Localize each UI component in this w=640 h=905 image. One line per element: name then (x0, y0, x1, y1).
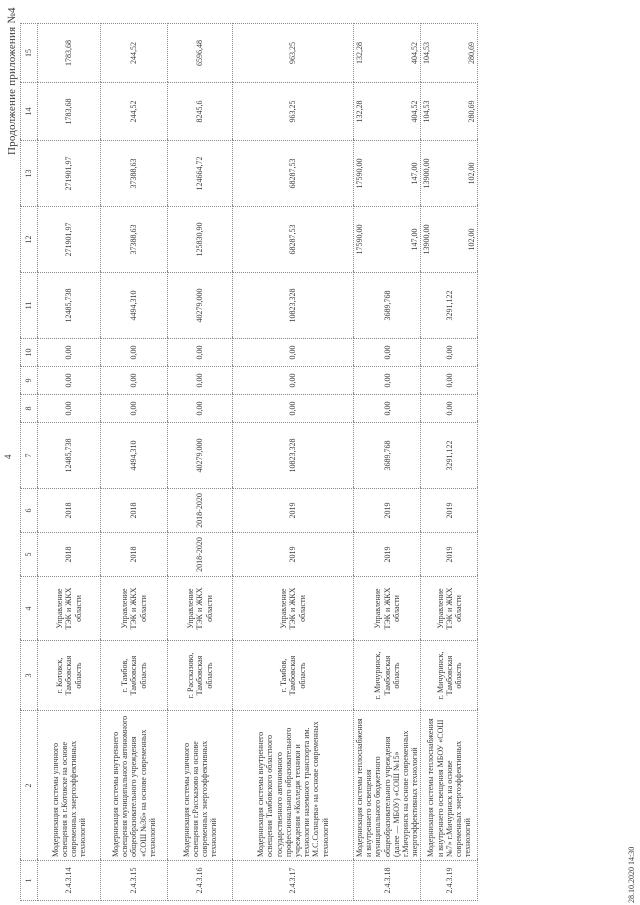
effect-cell (354, 24, 421, 83)
table-row (421, 24, 478, 901)
table-row (101, 24, 168, 901)
effect-stack (355, 27, 419, 79)
executor: Управление ТЭК и ЖКХ области (38, 577, 101, 641)
footer-timestamp: 28.10.2020 14:30 (627, 846, 636, 903)
cost-value: 12485,738 (38, 273, 101, 339)
zero-value: 0,00 (101, 395, 168, 423)
start-year: 2018-2020 (168, 533, 233, 577)
effect-value: 1783,68 (38, 24, 101, 83)
effect-value: 963,25 (233, 83, 354, 141)
effect-cell (354, 141, 421, 207)
zero-value: 0,00 (168, 367, 233, 395)
effect-value: 37388,63 (101, 141, 168, 207)
table-row (233, 24, 354, 901)
period: 2019 (421, 489, 478, 533)
period: 2018 (38, 489, 101, 533)
cost-value: 3689,768 (354, 273, 421, 339)
location: г. Котовск, Тамбовская область (38, 641, 101, 711)
column-number: 4 (21, 577, 38, 641)
row-number: 2.4.3.18 (354, 861, 421, 901)
effect-value: 17590,00 (355, 158, 364, 189)
effect-cell (421, 24, 478, 83)
period: 2018-2020 (168, 489, 233, 533)
cost-value: 3291,122 (421, 423, 478, 489)
executor: Управление ТЭК и ЖКХ области (101, 577, 168, 641)
effect-value: 68287,53 (233, 207, 354, 273)
effect-value: 125830,90 (168, 207, 233, 273)
effect-value: 244,52 (101, 83, 168, 141)
effect-value: 280,69 (467, 42, 477, 64)
executor: Управление ТЭК и ЖКХ области (168, 577, 233, 641)
column-number: 15 (21, 24, 38, 83)
row-number: 2.4.3.16 (168, 861, 233, 901)
column-number: 1 (21, 861, 38, 901)
effect-value: 6596,48 (168, 24, 233, 83)
zero-value: 0,00 (38, 395, 101, 423)
effect-stack (355, 144, 419, 203)
location: г. Тамбов, Тамбовская область (233, 641, 354, 711)
cost-value: 12485,738 (38, 423, 101, 489)
measure-name: Модернизация системы теплоснабжения и внутреннего освещения МБОУ «СОШ №7» г.Мичуринск на основе современных энергоэффективных технологий (421, 711, 478, 861)
effect-stack (422, 86, 476, 137)
measure-name: Модернизация системы уличного освещения г.Рассказово на основе современных энергоэффективных технологий (168, 711, 233, 861)
column-number-row (21, 24, 38, 901)
effect-value: 132,28 (355, 100, 364, 123)
column-number: 12 (21, 207, 38, 273)
zero-value: 0,00 (233, 339, 354, 367)
start-year: 2018 (101, 533, 168, 577)
cost-value: 4494,310 (101, 423, 168, 489)
effect-stack (355, 210, 419, 269)
effect-cell (421, 207, 478, 273)
effect-value: 1783,68 (38, 83, 101, 141)
period: 2018 (101, 489, 168, 533)
zero-value: 0,00 (421, 367, 478, 395)
cost-value: 10823,328 (233, 423, 354, 489)
zero-value: 0,00 (354, 367, 421, 395)
location: г. Рассказово, Тамбовская область (168, 641, 233, 711)
measure-name: Модернизация системы уличного освещения в г.Котовске на основе современных энергоэффективных технологий (38, 711, 101, 861)
page-number: 4 (3, 454, 13, 459)
table-row (354, 24, 421, 901)
zero-value: 0,00 (101, 339, 168, 367)
effect-value: 271901,97 (38, 141, 101, 207)
zero-value: 0,00 (421, 395, 478, 423)
row-number: 2.4.3.17 (233, 861, 354, 901)
effect-value: 132,28 (355, 42, 364, 64)
effect-cell (421, 141, 478, 207)
effect-value: 271901,97 (38, 207, 101, 273)
column-number: 9 (21, 367, 38, 395)
column-number: 10 (21, 339, 38, 367)
measure-name: Модернизация системы внутреннего освещения Тамбовского областного государственного автономного профессионального образовательного учреждения «Колледж техники и технологии наземного транспорта им. М.С.Солнцева» на основе современных технологий (233, 711, 354, 861)
effect-value: 963,25 (233, 24, 354, 83)
effect-value: 147,00 (410, 228, 420, 251)
zero-value: 0,00 (38, 367, 101, 395)
row-number: 2.4.3.14 (38, 861, 101, 901)
period: 2019 (354, 489, 421, 533)
cost-value: 40279,000 (168, 423, 233, 489)
zero-value: 0,00 (354, 395, 421, 423)
location: г. Мичуринск, Тамбовская область (421, 641, 478, 711)
effect-value: 37388,63 (101, 207, 168, 273)
effect-value: 17590,00 (355, 224, 364, 255)
zero-value: 0,00 (233, 395, 354, 423)
row-number: 2.4.3.15 (101, 861, 168, 901)
start-year: 2018 (38, 533, 101, 577)
table-row (38, 24, 101, 901)
effect-value: 404,52 (410, 42, 420, 64)
appendix-label: Продолжение приложения №4 (6, 7, 18, 155)
effect-value: 104,53 (422, 100, 432, 123)
effect-stack (422, 144, 476, 203)
effect-value: 147,00 (410, 162, 420, 185)
period: 2019 (233, 489, 354, 533)
effect-value: 244,52 (101, 24, 168, 83)
executor: Управление ТЭК и ЖКХ области (421, 577, 478, 641)
column-number: 3 (21, 641, 38, 711)
effect-cell (354, 83, 421, 141)
column-number: 13 (21, 141, 38, 207)
effect-value: 102,00 (467, 162, 477, 185)
effect-stack (355, 86, 419, 137)
zero-value: 0,00 (354, 339, 421, 367)
effect-cell (354, 207, 421, 273)
effect-value: 404,52 (410, 100, 420, 123)
effect-value: 124664,72 (168, 141, 233, 207)
effect-cell (421, 83, 478, 141)
column-number: 7 (21, 423, 38, 489)
cost-value: 4494,310 (101, 273, 168, 339)
column-number: 5 (21, 533, 38, 577)
zero-value: 0,00 (168, 339, 233, 367)
location: г. Тамбов, Тамбовская область (101, 641, 168, 711)
cost-value: 3689,768 (354, 423, 421, 489)
cost-value: 10823,328 (233, 273, 354, 339)
start-year: 2019 (233, 533, 354, 577)
cost-value: 40279,000 (168, 273, 233, 339)
column-number: 2 (21, 711, 38, 861)
column-number: 6 (21, 489, 38, 533)
effect-stack (422, 210, 476, 269)
start-year: 2019 (354, 533, 421, 577)
effect-value: 13900,00 (422, 158, 432, 189)
effect-value: 13900,00 (422, 224, 432, 255)
column-number: 14 (21, 83, 38, 141)
effect-value: 68287,53 (233, 141, 354, 207)
zero-value: 0,00 (101, 367, 168, 395)
location: г. Мичуринск, Тамбовская область (354, 641, 421, 711)
measure-name: Модернизация системы внутреннего освещения муниципального автономного общеобразовательного учреждения «СОШ №36» на основе современных технологий (101, 711, 168, 861)
effect-value: 102,00 (467, 228, 477, 251)
cost-value: 3291,122 (421, 273, 478, 339)
zero-value: 0,00 (38, 339, 101, 367)
executor: Управление ТЭК и ЖКХ области (233, 577, 354, 641)
program-table (20, 23, 478, 901)
zero-value: 0,00 (168, 395, 233, 423)
column-number: 11 (21, 273, 38, 339)
measure-name: Модернизация системы теплоснабжения и внутреннего освещения муниципального бюджетного общеобразовательного учреждения (далее — МБОУ) «СОШ №15» г.Мичуринск на основе современных энергоэффективных технологий (354, 711, 421, 861)
zero-value: 0,00 (421, 339, 478, 367)
row-number: 2.4.3.19 (421, 861, 478, 901)
effect-value: 104,53 (422, 42, 432, 64)
effect-stack (422, 27, 476, 79)
executor: Управление ТЭК и ЖКХ области (354, 577, 421, 641)
effect-value: 280,69 (467, 100, 477, 123)
effect-value: 8245,6 (168, 83, 233, 141)
zero-value: 0,00 (233, 367, 354, 395)
start-year: 2019 (421, 533, 478, 577)
column-number: 8 (21, 395, 38, 423)
table-row (168, 24, 233, 901)
